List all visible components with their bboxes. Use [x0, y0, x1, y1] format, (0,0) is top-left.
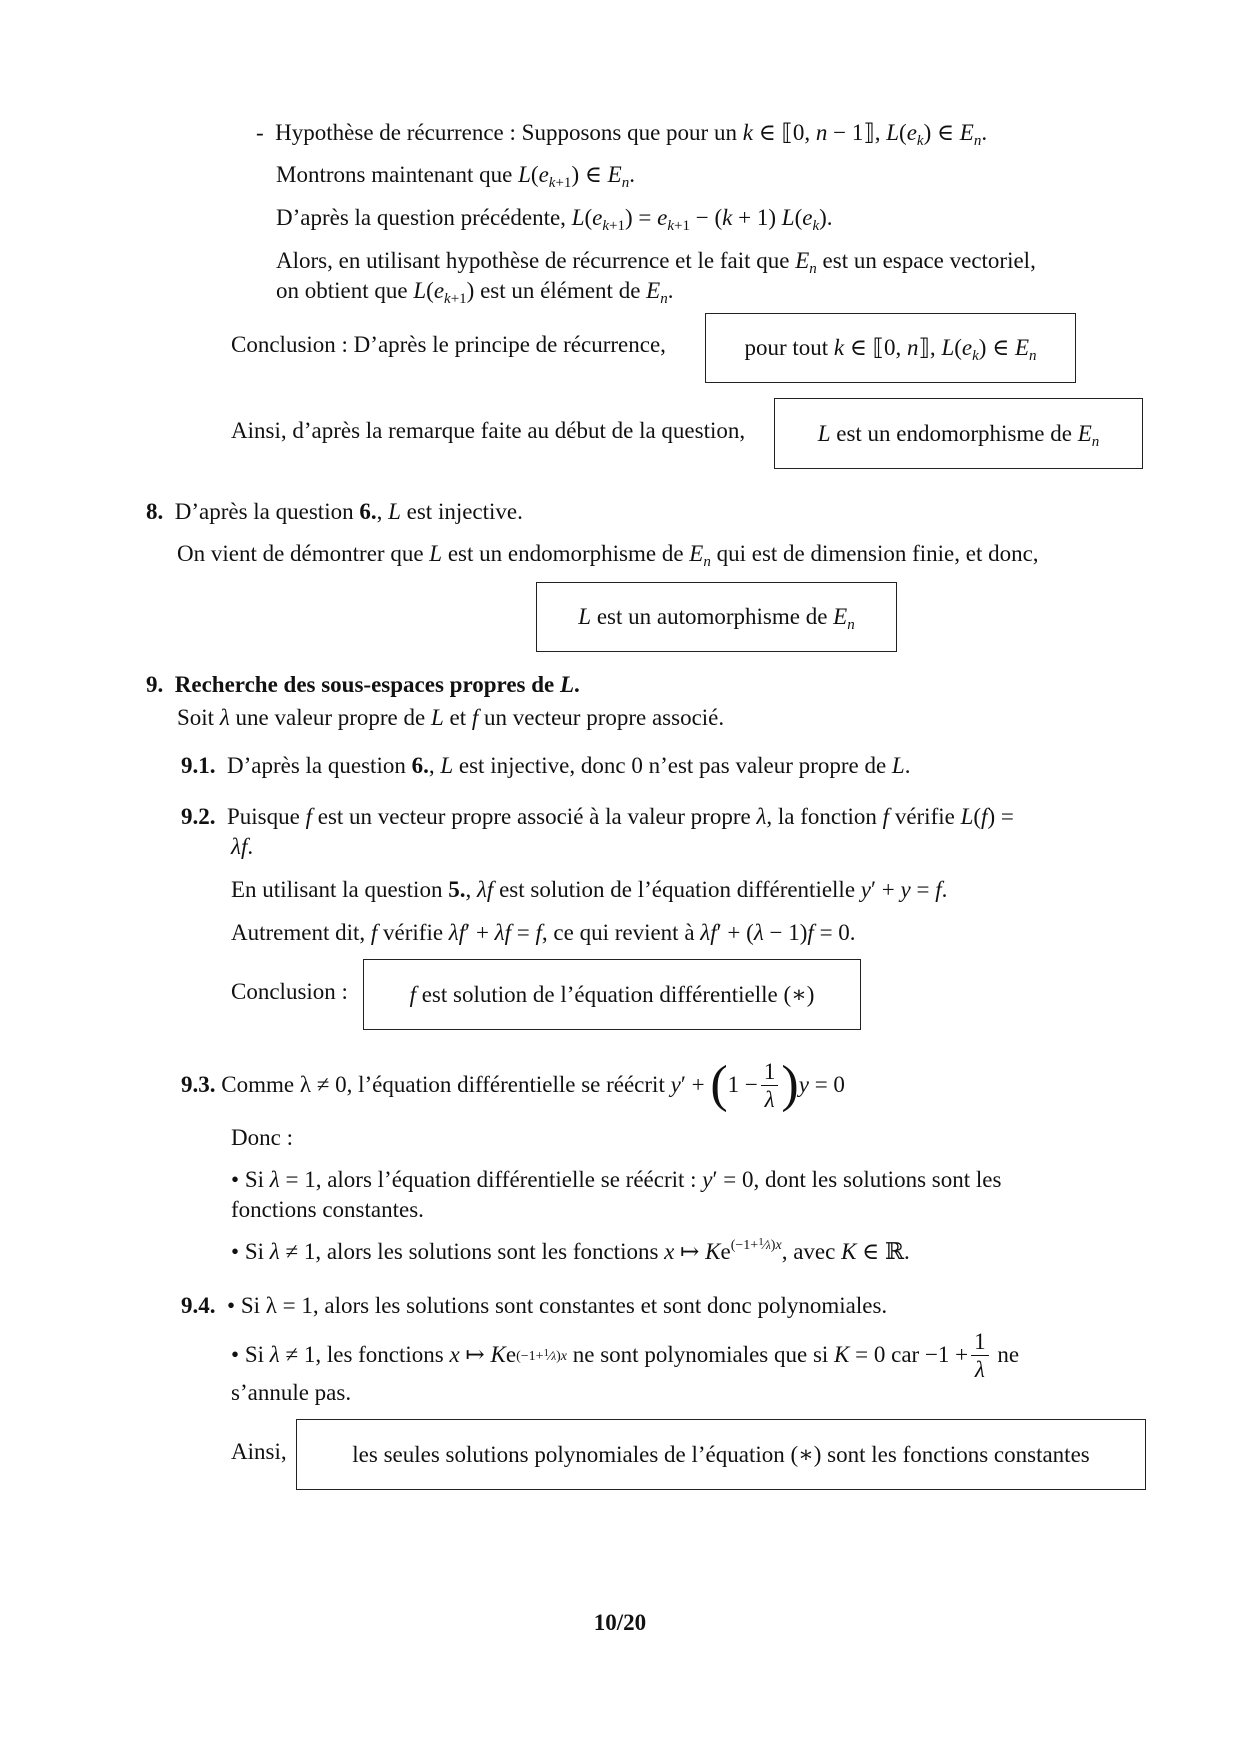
result-box-differential-equation: f est solution de l’équation différentielle (∗) [363, 959, 861, 1030]
q9-4-bullet2-cont: s’annule pas. [231, 1380, 352, 1405]
bullet: • [227, 1293, 236, 1318]
q9-3-line1: 9.3. Comme λ ≠ 0, l’équation différentielle se réécrit y ′ + ( 1 − $\frac{1}{\lambda}$ ) y = 0 [181, 1056, 845, 1113]
q9-2-line1: 9.2. Puisque f est un vecteur propre associé à la valeur propre λ, la fonction f vérifie L(f) = [181, 804, 1014, 829]
subquestion-number: 9.1. [181, 753, 216, 778]
recurrence-hypothesis: - Hypothèse de récurrence : Supposons que pour un k ∈ ⟦0, n − 1⟧, $L(e_k)$ ∈ $E_n$. [256, 120, 988, 149]
recurrence-show: Montrons maintenant que $L(e_{k+1})$ ∈ $E_n$. [276, 162, 635, 191]
subquestion-number: 9.3. [181, 1072, 216, 1097]
result-box-recurrence: pour tout k ∈ ⟦0, n⟧, $L(e_k)$ ∈ $E_n$ [705, 313, 1076, 383]
recurrence-alors-1: Alors, en utilisant hypothèse de récurrence et le fait que $E_n$ est un espace vectoriel, [276, 248, 1036, 277]
subquestion-number: 9.2. [181, 804, 216, 829]
q9-3-bullet2: • Si λ ≠ 1, alors les solutions sont les fonctions x ↦ $Ke^{(-1+^1⁄\lambda)x}$, avec K ∈ ℝ. [231, 1236, 910, 1264]
ainsi-endomorphism: Ainsi, d’après la remarque faite au début de la question, [231, 418, 746, 443]
bullet: • [231, 1342, 240, 1367]
q9-4-bullet1: 9.4. • Si λ = 1, alors les solutions sont constantes et sont donc polynomiales. [181, 1293, 888, 1318]
recurrence-conclusion: Conclusion : D’après le principe de récurrence, [231, 332, 666, 357]
q9-intro: Soit λ une valeur propre de L et f un vecteur propre associé. [177, 705, 725, 730]
q9-2-line4: Autrement dit, f vérifie λf′ + λf = f, ce qui revient à λf′ + (λ − 1)f = 0. [231, 920, 856, 945]
question-number: 8. [146, 499, 164, 524]
q9-3-donc: Donc : [231, 1125, 293, 1150]
dash-bullet: - [256, 120, 264, 145]
q8-line1: 8. D’après la question 6., L est injective. [146, 499, 523, 524]
q9-4-bullet2: • Si λ ≠ 1 , les fonctions x ↦ K e (−1+$^1$⁄λ)x ne sont polynomiales que si K = 0 car −1 + $\frac{1}{\lambda}$ ne [231, 1328, 1020, 1382]
result-box-automorphism: L est un automorphisme de $E_n$ [536, 582, 897, 652]
recurrence-alors-2: on obtient que $L(e_{k+1})$ est un élément de $E_n$. [276, 278, 674, 307]
q9-4-ainsi: Ainsi, [231, 1439, 287, 1464]
q9-1: 9.1. D’après la question 6., L est injective, donc 0 n’est pas valeur propre de L. [181, 753, 911, 778]
result-box-endomorphism: L est un endomorphisme de $E_n$ [774, 398, 1143, 469]
q9-3-bullet1-cont: fonctions constantes. [231, 1197, 424, 1222]
q9-2-line2: λf. [231, 834, 254, 859]
q9-title: 9. Recherche des sous-espaces propres de L. [146, 672, 580, 697]
q9-3-bullet1: • Si λ = 1, alors l’équation différentielle se réécrit : y′ = 0, dont les solutions sont les [231, 1167, 1002, 1192]
q8-line2: On vient de démontrer que L est un endomorphisme de $E_n$ qui est de dimension finie, et donc, [177, 541, 1039, 570]
q9-2-conclusion-label: Conclusion : [231, 979, 348, 1004]
result-box-polynomial-solutions: les seules solutions polynomiales de l’équation (∗) sont les fonctions constantes [296, 1419, 1146, 1490]
bullet: • [231, 1239, 240, 1264]
recurrence-previous: D’après la question précédente, $L(e_{k+1}) = e_{k+1} - (k + 1)$ $L(e_k)$. [276, 205, 833, 234]
page-number: 10/20 [593, 1610, 647, 1635]
question-number: 9. [146, 672, 164, 697]
q9-2-line3: En utilisant la question 5., λf est solution de l’équation différentielle y′ + y = f. [231, 877, 948, 902]
subquestion-number: 9.4. [181, 1293, 216, 1318]
bullet: • [231, 1167, 240, 1192]
